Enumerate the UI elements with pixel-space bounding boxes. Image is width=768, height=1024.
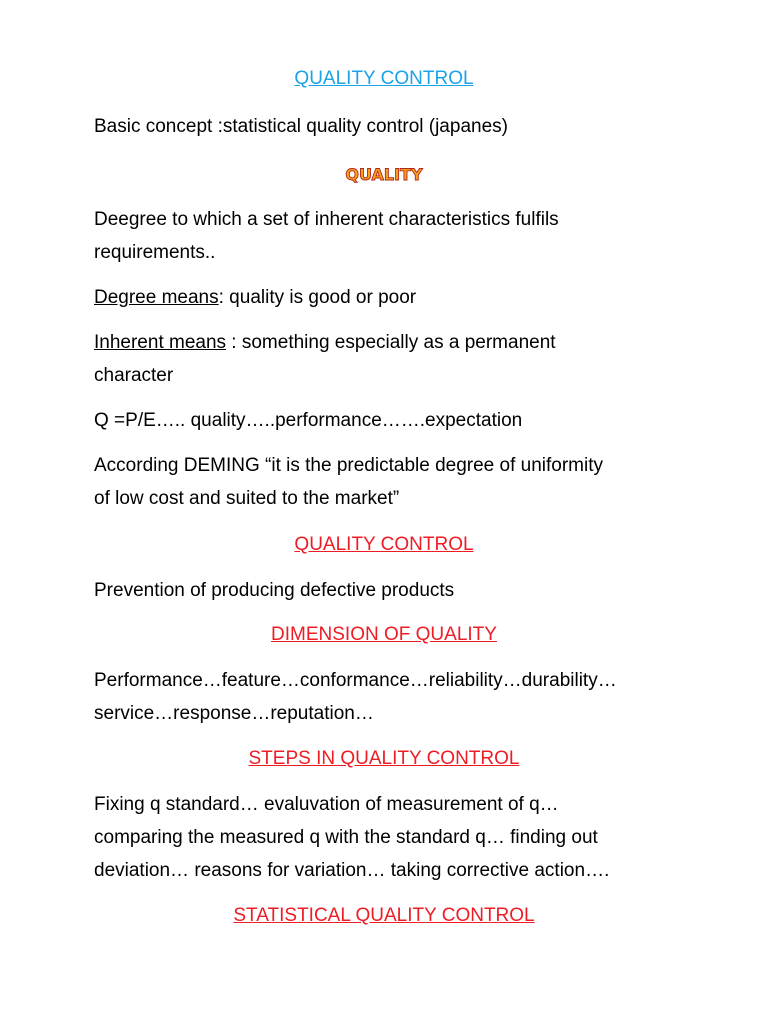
page-title: QUALITY CONTROL — [294, 68, 474, 89]
dimension-heading: DIMENSION OF QUALITY — [271, 624, 497, 645]
inherent-means-term: Inherent means — [94, 332, 227, 353]
definition-line-2: requirements.. — [94, 242, 216, 263]
quality-wordart-graphic — [338, 160, 430, 186]
quality-control-text: Prevention of producing defective products — [94, 580, 455, 601]
inherent-means-definition: : something especially as a permanent — [226, 332, 556, 353]
degree-means-line — [94, 281, 684, 314]
quality-formula: Q =P/E….. quality…..performance…….expectation — [94, 410, 523, 431]
dimension-line-2: service…response…reputation… — [94, 703, 374, 724]
definition-line-1: Deegree to which a set of inherent characteristics fulfils — [94, 209, 559, 230]
steps-line-2: comparing the measured q with the standard q… finding out — [94, 827, 598, 848]
inherent-means-line — [94, 326, 684, 359]
deming-line-2: of low cost and suited to the market” — [94, 488, 400, 509]
degree-means-term: Degree means — [94, 287, 219, 308]
steps-line-1: Fixing q standard… evaluvation of measurement of q… — [94, 794, 559, 815]
degree-means-definition: : quality is good or poor — [218, 287, 417, 308]
quality-control-heading: QUALITY CONTROL — [294, 534, 474, 555]
steps-heading: STEPS IN QUALITY CONTROL — [248, 748, 520, 769]
quality-wordart-text: QUALITY — [345, 165, 423, 184]
basic-concept-text: Basic concept :statistical quality control (japanes) — [94, 116, 508, 137]
quality-wordart-title — [0, 160, 768, 186]
deming-line-1: According DEMING “it is the predictable degree of uniformity — [94, 455, 603, 476]
steps-line-3: deviation… reasons for variation… taking corrective action…. — [94, 860, 610, 881]
statistical-quality-control-heading: STATISTICAL QUALITY CONTROL — [233, 905, 535, 926]
inherent-means-line-2: character — [94, 365, 174, 386]
dimension-line-1: Performance…feature…conformance…reliability…durability… — [94, 670, 617, 691]
